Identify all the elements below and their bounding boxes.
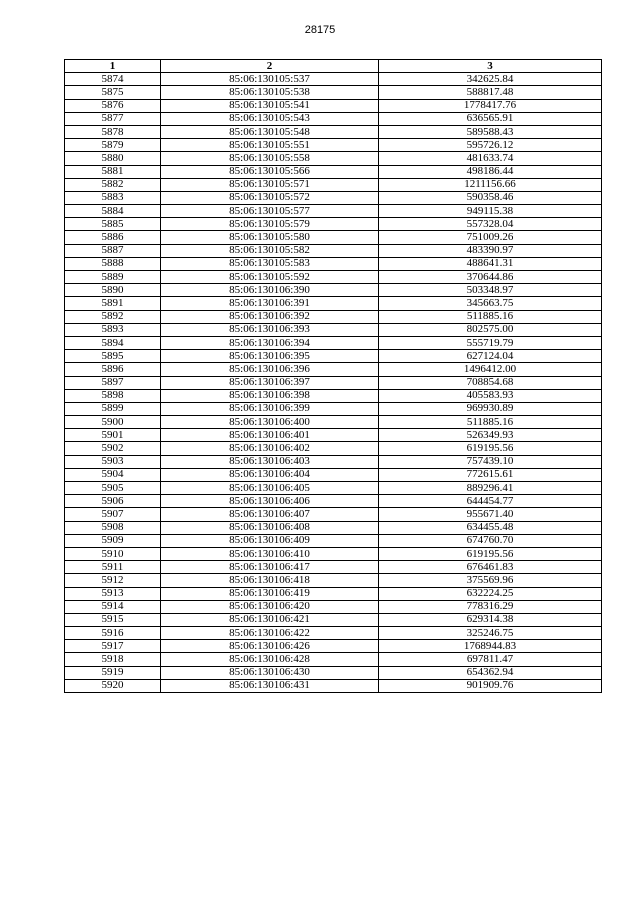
row-number-cell: 5877 xyxy=(65,112,161,125)
cadastral-number-cell: 85:06:130106:391 xyxy=(161,297,379,310)
row-number-cell: 5882 xyxy=(65,178,161,191)
value-cell: 557328.04 xyxy=(379,218,602,231)
value-cell: 654362.94 xyxy=(379,666,602,679)
row-number-cell: 5876 xyxy=(65,99,161,112)
value-cell: 370644.86 xyxy=(379,271,602,284)
cadastral-number-cell: 85:06:130106:417 xyxy=(161,561,379,574)
value-cell: 636565.91 xyxy=(379,112,602,125)
table-row xyxy=(65,350,602,363)
table-row xyxy=(65,508,602,521)
cadastral-number-cell: 85:06:130105:541 xyxy=(161,99,379,112)
table-row xyxy=(65,323,602,336)
cadastral-number-cell: 85:06:130105:543 xyxy=(161,112,379,125)
value-cell: 498186.44 xyxy=(379,165,602,178)
value-cell: 778316.29 xyxy=(379,600,602,613)
cadastral-number-cell: 85:06:130106:397 xyxy=(161,376,379,389)
row-number-cell: 5899 xyxy=(65,402,161,415)
cadastral-number-cell: 85:06:130106:418 xyxy=(161,574,379,587)
table-row xyxy=(65,310,602,323)
row-number-cell: 5910 xyxy=(65,547,161,560)
table-row xyxy=(65,165,602,178)
row-number-cell: 5908 xyxy=(65,521,161,534)
cadastral-number-cell: 85:06:130106:420 xyxy=(161,600,379,613)
table-row xyxy=(65,534,602,547)
row-number-cell: 5914 xyxy=(65,600,161,613)
row-number-cell: 5913 xyxy=(65,587,161,600)
cadastral-number-cell: 85:06:130106:400 xyxy=(161,416,379,429)
column-header-3: 3 xyxy=(379,60,602,73)
row-number-cell: 5883 xyxy=(65,191,161,204)
cadastral-number-cell: 85:06:130106:390 xyxy=(161,284,379,297)
value-cell: 588817.48 xyxy=(379,86,602,99)
row-number-cell: 5891 xyxy=(65,297,161,310)
row-number-cell: 5889 xyxy=(65,271,161,284)
row-number-cell: 5896 xyxy=(65,363,161,376)
row-number-cell: 5885 xyxy=(65,218,161,231)
cadastral-number-cell: 85:06:130105:537 xyxy=(161,73,379,86)
table-row xyxy=(65,402,602,415)
cadastral-number-cell: 85:06:130105:538 xyxy=(161,86,379,99)
cadastral-number-cell: 85:06:130106:410 xyxy=(161,547,379,560)
cadastral-number-cell: 85:06:130105:592 xyxy=(161,271,379,284)
cadastral-number-cell: 85:06:130105:580 xyxy=(161,231,379,244)
value-cell: 632224.25 xyxy=(379,587,602,600)
value-cell: 619195.56 xyxy=(379,442,602,455)
row-number-cell: 5878 xyxy=(65,125,161,138)
row-number-cell: 5886 xyxy=(65,231,161,244)
table-row xyxy=(65,231,602,244)
value-cell: 595726.12 xyxy=(379,139,602,152)
table-row xyxy=(65,429,602,442)
table-row xyxy=(65,139,602,152)
table-row xyxy=(65,679,602,692)
value-cell: 629314.38 xyxy=(379,613,602,626)
row-number-cell: 5900 xyxy=(65,416,161,429)
table-row xyxy=(65,336,602,349)
row-number-cell: 5904 xyxy=(65,468,161,481)
value-cell: 674760.70 xyxy=(379,534,602,547)
row-number-cell: 5888 xyxy=(65,257,161,270)
row-number-cell: 5905 xyxy=(65,482,161,495)
cadastral-number-cell: 85:06:130106:426 xyxy=(161,640,379,653)
value-cell: 751009.26 xyxy=(379,231,602,244)
cadastral-number-cell: 85:06:130106:422 xyxy=(161,627,379,640)
table-row xyxy=(65,205,602,218)
value-cell: 555719.79 xyxy=(379,336,602,349)
value-cell: 483390.97 xyxy=(379,244,602,257)
table-row xyxy=(65,363,602,376)
cadastral-number-cell: 85:06:130105:582 xyxy=(161,244,379,257)
cadastral-number-cell: 85:06:130106:407 xyxy=(161,508,379,521)
cadastral-number-cell: 85:06:130106:401 xyxy=(161,429,379,442)
table-row xyxy=(65,191,602,204)
row-number-cell: 5887 xyxy=(65,244,161,257)
cadastral-number-cell: 85:06:130106:396 xyxy=(161,363,379,376)
value-cell: 325246.75 xyxy=(379,627,602,640)
row-number-cell: 5881 xyxy=(65,165,161,178)
value-cell: 526349.93 xyxy=(379,429,602,442)
value-cell: 590358.46 xyxy=(379,191,602,204)
value-cell: 1211156.66 xyxy=(379,178,602,191)
row-number-cell: 5898 xyxy=(65,389,161,402)
cadastral-number-cell: 85:06:130106:394 xyxy=(161,336,379,349)
cadastral-number-cell: 85:06:130105:577 xyxy=(161,205,379,218)
table-row xyxy=(65,468,602,481)
table-row xyxy=(65,244,602,257)
row-number-cell: 5884 xyxy=(65,205,161,218)
table-row xyxy=(65,574,602,587)
row-number-cell: 5895 xyxy=(65,350,161,363)
table-row xyxy=(65,112,602,125)
value-cell: 757439.10 xyxy=(379,455,602,468)
row-number-cell: 5909 xyxy=(65,534,161,547)
cadastral-number-cell: 85:06:130106:402 xyxy=(161,442,379,455)
table-row xyxy=(65,86,602,99)
value-cell: 901909.76 xyxy=(379,679,602,692)
cadastral-number-cell: 85:06:130106:404 xyxy=(161,468,379,481)
value-cell: 342625.84 xyxy=(379,73,602,86)
cadastral-number-cell: 85:06:130106:405 xyxy=(161,482,379,495)
cadastral-number-cell: 85:06:130105:548 xyxy=(161,125,379,138)
row-number-cell: 5890 xyxy=(65,284,161,297)
row-number-cell: 5907 xyxy=(65,508,161,521)
value-cell: 1496412.00 xyxy=(379,363,602,376)
row-number-cell: 5893 xyxy=(65,323,161,336)
table-row xyxy=(65,99,602,112)
value-cell: 802575.00 xyxy=(379,323,602,336)
table-row xyxy=(65,284,602,297)
column-header-2: 2 xyxy=(161,60,379,73)
cadastral-number-cell: 85:06:130106:421 xyxy=(161,613,379,626)
table-row xyxy=(65,482,602,495)
cadastral-number-cell: 85:06:130106:393 xyxy=(161,323,379,336)
value-cell: 676461.83 xyxy=(379,561,602,574)
table-row xyxy=(65,125,602,138)
table-row xyxy=(65,653,602,666)
cadastral-number-cell: 85:06:130106:430 xyxy=(161,666,379,679)
row-number-cell: 5920 xyxy=(65,679,161,692)
value-cell: 955671.40 xyxy=(379,508,602,521)
table-row xyxy=(65,73,602,86)
table-row xyxy=(65,547,602,560)
table-row xyxy=(65,376,602,389)
row-number-cell: 5916 xyxy=(65,627,161,640)
row-number-cell: 5917 xyxy=(65,640,161,653)
value-cell: 969930.89 xyxy=(379,402,602,415)
value-cell: 405583.93 xyxy=(379,389,602,402)
cadastral-number-cell: 85:06:130106:408 xyxy=(161,521,379,534)
value-cell: 345663.75 xyxy=(379,297,602,310)
value-cell: 511885.16 xyxy=(379,416,602,429)
cadastral-number-cell: 85:06:130106:431 xyxy=(161,679,379,692)
table-row xyxy=(65,455,602,468)
value-cell: 1778417.76 xyxy=(379,99,602,112)
cadastral-number-cell: 85:06:130106:399 xyxy=(161,402,379,415)
value-cell: 889296.41 xyxy=(379,482,602,495)
table-body xyxy=(65,73,602,693)
cadastral-number-cell: 85:06:130106:419 xyxy=(161,587,379,600)
table-row xyxy=(65,442,602,455)
cadastral-number-cell: 85:06:130105:566 xyxy=(161,165,379,178)
column-header-1: 1 xyxy=(65,60,161,73)
value-cell: 1768944.83 xyxy=(379,640,602,653)
cadastral-number-cell: 85:06:130106:409 xyxy=(161,534,379,547)
cadastral-number-cell: 85:06:130106:406 xyxy=(161,495,379,508)
cadastral-number-cell: 85:06:130105:571 xyxy=(161,178,379,191)
row-number-cell: 5918 xyxy=(65,653,161,666)
table-row xyxy=(65,218,602,231)
table-row xyxy=(65,297,602,310)
row-number-cell: 5892 xyxy=(65,310,161,323)
table-row xyxy=(65,613,602,626)
row-number-cell: 5880 xyxy=(65,152,161,165)
registry-table xyxy=(64,59,602,693)
cadastral-number-cell: 85:06:130105:572 xyxy=(161,191,379,204)
table-row xyxy=(65,495,602,508)
value-cell: 708854.68 xyxy=(379,376,602,389)
row-number-cell: 5903 xyxy=(65,455,161,468)
page-number: 28175 xyxy=(304,24,336,36)
cadastral-number-cell: 85:06:130105:579 xyxy=(161,218,379,231)
cadastral-number-cell: 85:06:130105:583 xyxy=(161,257,379,270)
cadastral-number-cell: 85:06:130106:392 xyxy=(161,310,379,323)
table-row xyxy=(65,521,602,534)
cadastral-number-cell: 85:06:130105:558 xyxy=(161,152,379,165)
cadastral-number-cell: 85:06:130105:551 xyxy=(161,139,379,152)
table-row xyxy=(65,152,602,165)
row-number-cell: 5901 xyxy=(65,429,161,442)
cadastral-number-cell: 85:06:130106:428 xyxy=(161,653,379,666)
value-cell: 511885.16 xyxy=(379,310,602,323)
table-row xyxy=(65,271,602,284)
value-cell: 644454.77 xyxy=(379,495,602,508)
cadastral-number-cell: 85:06:130106:395 xyxy=(161,350,379,363)
value-cell: 619195.56 xyxy=(379,547,602,560)
cadastral-number-cell: 85:06:130106:398 xyxy=(161,389,379,402)
row-number-cell: 5874 xyxy=(65,73,161,86)
table-row xyxy=(65,587,602,600)
value-cell: 503348.97 xyxy=(379,284,602,297)
row-number-cell: 5919 xyxy=(65,666,161,679)
row-number-cell: 5911 xyxy=(65,561,161,574)
value-cell: 589588.43 xyxy=(379,125,602,138)
table-row xyxy=(65,178,602,191)
table-row xyxy=(65,389,602,402)
row-number-cell: 5915 xyxy=(65,613,161,626)
table-row xyxy=(65,416,602,429)
row-number-cell: 5906 xyxy=(65,495,161,508)
table-row xyxy=(65,627,602,640)
row-number-cell: 5879 xyxy=(65,139,161,152)
value-cell: 772615.61 xyxy=(379,468,602,481)
row-number-cell: 5902 xyxy=(65,442,161,455)
row-number-cell: 5897 xyxy=(65,376,161,389)
table-row xyxy=(65,257,602,270)
table-row xyxy=(65,666,602,679)
value-cell: 481633.74 xyxy=(379,152,602,165)
table-header-row xyxy=(65,60,602,73)
table-row xyxy=(65,561,602,574)
table-row xyxy=(65,640,602,653)
row-number-cell: 5912 xyxy=(65,574,161,587)
cadastral-number-cell: 85:06:130106:403 xyxy=(161,455,379,468)
value-cell: 375569.96 xyxy=(379,574,602,587)
value-cell: 627124.04 xyxy=(379,350,602,363)
table-row xyxy=(65,600,602,613)
row-number-cell: 5875 xyxy=(65,86,161,99)
row-number-cell: 5894 xyxy=(65,336,161,349)
value-cell: 634455.48 xyxy=(379,521,602,534)
value-cell: 949115.38 xyxy=(379,205,602,218)
value-cell: 488641.31 xyxy=(379,257,602,270)
value-cell: 697811.47 xyxy=(379,653,602,666)
